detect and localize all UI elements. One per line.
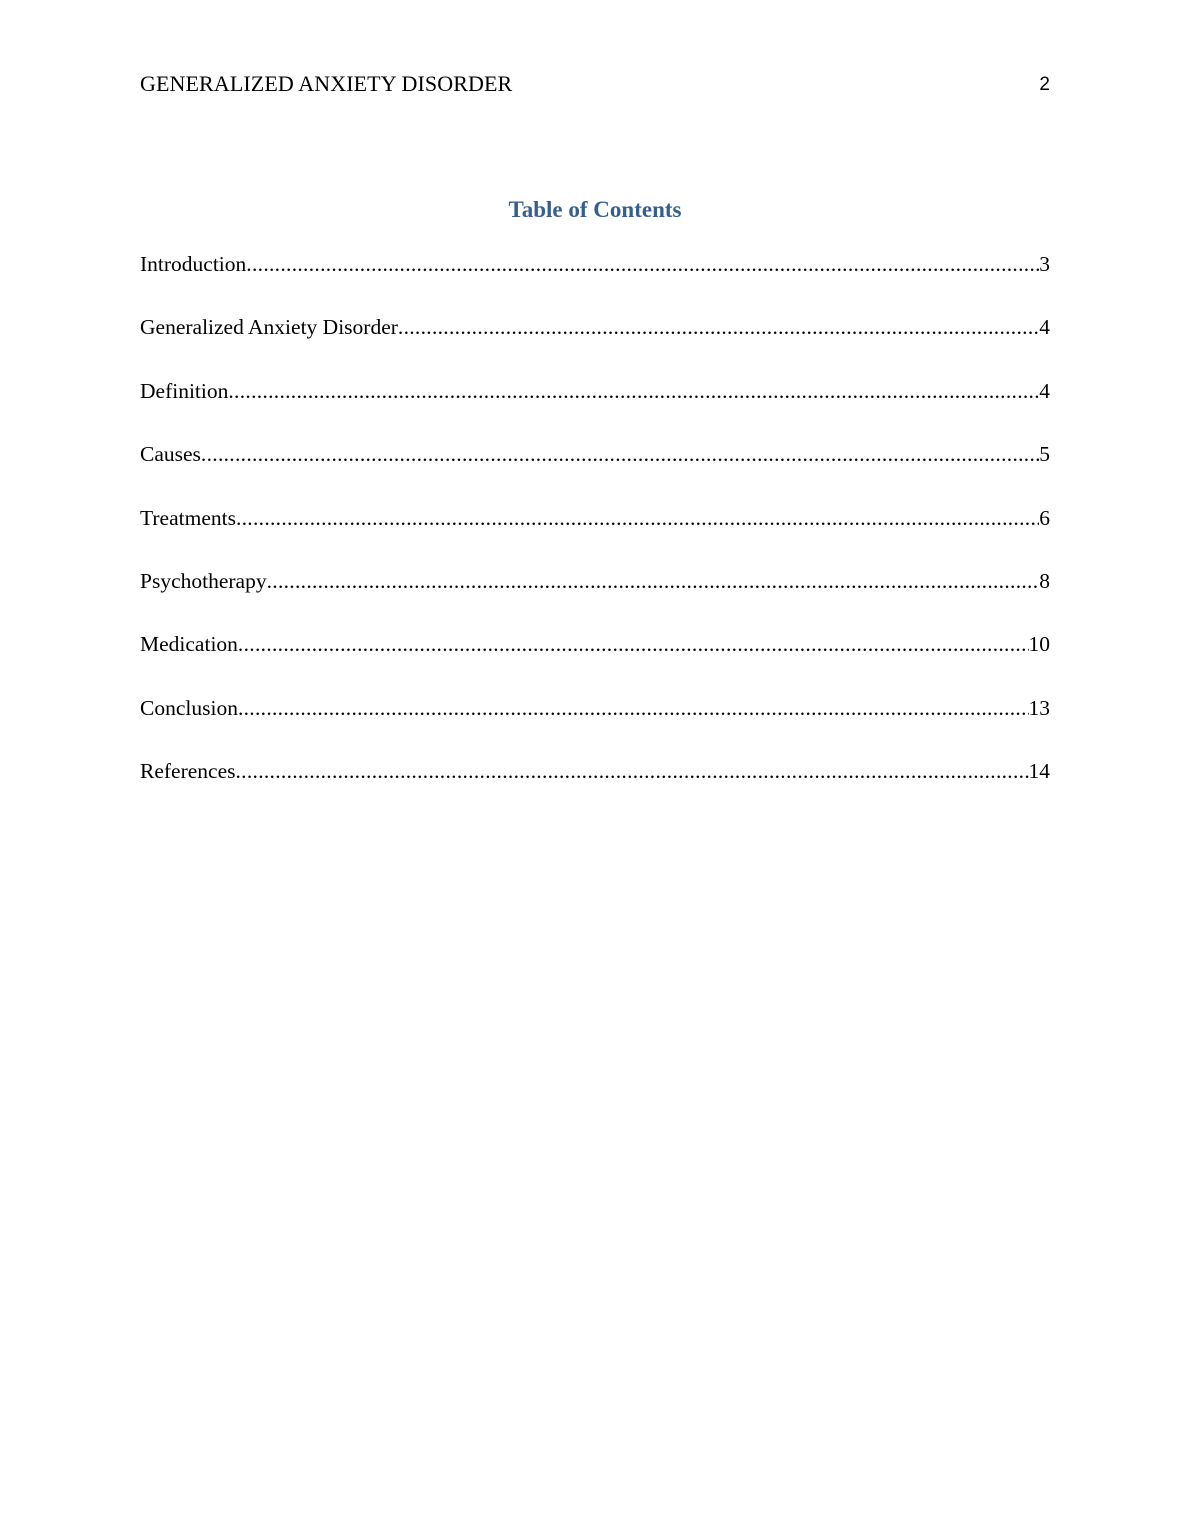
toc-entry-label: Psychotherapy [140,568,267,593]
page-header [140,70,1050,100]
toc-entry-treatments[interactable] [140,504,1050,567]
toc-entry-label: Definition [140,378,229,403]
toc-entry-label: Treatments [140,505,236,530]
toc-dot-leader [236,757,1029,785]
toc-entry-psychotherapy[interactable] [140,567,1050,630]
toc-title: Table of Contents [508,197,682,222]
toc-entry-label: References [140,759,236,784]
toc-entry-page: 14 [1028,759,1050,784]
toc-entry-causes[interactable] [140,440,1050,503]
toc-entry-generalized-anxiety-disorder[interactable] [140,313,1050,376]
toc-dot-leader [236,504,1039,532]
toc-dot-leader [238,630,1029,658]
toc-entry-page: 8 [1039,568,1050,593]
page-number: 2 [1039,74,1050,95]
toc-entry-label: Causes [140,442,201,467]
toc-entry-introduction[interactable] [140,250,1050,313]
toc-entry-page: 4 [1039,378,1050,403]
toc-dot-leader [246,250,1039,278]
toc-entry-label: Introduction [140,252,247,276]
toc-entry-page: 10 [1028,632,1050,657]
toc-entry-label: Generalized Anxiety Disorder [140,315,398,340]
table-of-contents [140,250,1050,821]
toc-entry-page: 6 [1039,505,1050,530]
toc-entry-label: Medication [140,632,238,657]
toc-dot-leader [267,567,1040,595]
toc-entry-page: 4 [1039,315,1050,340]
toc-entry-references[interactable] [140,757,1050,820]
toc-entry-definition[interactable] [140,377,1050,440]
toc-entry-label: Conclusion [140,695,238,720]
running-head: GENERALIZED ANXIETY DISORDER [140,71,513,96]
toc-entry-conclusion[interactable] [140,694,1050,757]
toc-dot-leader [201,440,1039,468]
toc-dot-leader [238,694,1029,722]
toc-entry-page: 5 [1039,442,1050,467]
toc-entry-page: 3 [1039,252,1050,276]
toc-entry-page: 13 [1028,695,1050,720]
toc-entry-medication[interactable] [140,630,1050,693]
toc-dot-leader [398,313,1039,341]
toc-dot-leader [228,377,1039,405]
